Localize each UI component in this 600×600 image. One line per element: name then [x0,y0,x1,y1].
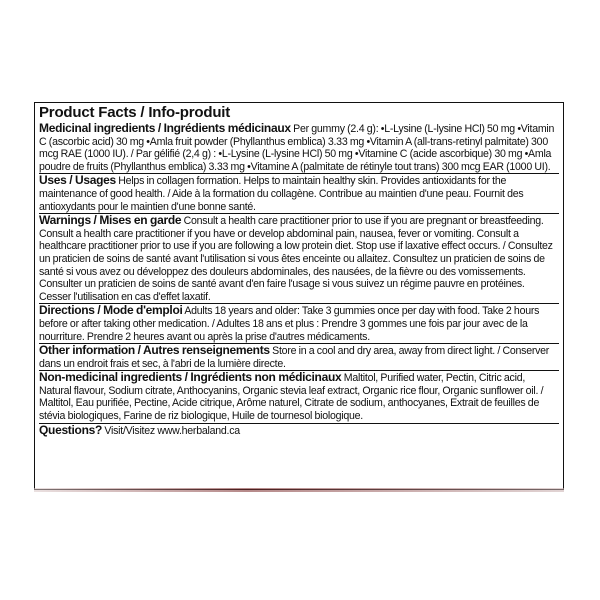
section-text: Adults 18 years and older: Take 3 gummies once per day with food. Take 2 hours before or after taking other medication. / Adultes 18 ans et plus : Prendre 3 gommes une fois par jour avec de la nourriture. Prendre 2 heures avant ou après la prise d'autres médicaments. [39,305,540,343]
section-heading: Medicinal ingredients / Ingrédients médicinaux [39,121,291,135]
section-text: Per gummy (2.4 g): •L-Lysine (L-lysine HCl) 50 mg •Vitamin C (ascorbic acid) 30 mg •Amla fruit powder (Phyllanthus emblica) 3.33 mg •Vitamin A (all-trans-retinyl palmitate) 300 mcg RAE (1000 IU). / Par gélifié (2,4 g) : •L-Lysine (L-lysine HCl) 50 mg •Vitamine C (acide ascorbique) 30 mg •Amla poudre de fruits (Phyllanthus emblica) 3.33 mg •Vitamine A (palmitate de rétinyle tout trans) 300 mcg EAR (1000 UI). [39,123,555,173]
section-text: Maltitol, Purified water, Pectin, Citric acid, Natural flavour, Sodium citrate, Anthocyanins, Organic stevia leaf extract, Organic rice flour, Organic sunflower oil. / Maltitol, Eau purifiée, Pectine, Acide citrique, Arôme naturel, Citrate de sodium, anthocyanes, Extrait de feuilles de stévia biologiques, Farine de riz biologique, Huile de tournesol biologique. [39,372,544,423]
section-text: Visit/Visitez www.herbaland.ca [102,424,240,437]
uses-section [39,174,559,214]
section-text: Helps in collagen formation. Helps to maintain healthy skin. Provides antioxidants for the maintenance of good health. / Aide à la formation du collagène. Contribue au maintien d'une peau. Fournit des antioxydants pour le maintien d'une bonne santé. [39,175,524,213]
section-heading: Directions / Mode d'emploi [39,303,183,318]
questions-section [39,424,559,438]
other-information-section [39,344,559,371]
directions-section [39,304,559,344]
section-heading: Warnings / Mises en garde [39,213,182,228]
section-heading: Questions? [39,422,103,437]
section-heading: Other information / Autres renseignements [39,343,270,358]
panel-title: Product Facts / Info-produit [39,104,231,121]
section-text: Store in a cool and dry area, away from direct light. / Conserver dans un endroit frais et sec, à l'abri de la lumière directe. [39,345,550,370]
medicinal-ingredients-section [39,122,559,174]
section-text: Consult a health care practitioner prior to use if you are pregnant or breastfeeding. Consult a health care practitioner if you have or develop abdominal pain, nausea, fever or vomiting. Consult a healthcare practitioner prior to use if you are following a low protein diet. Stop use if laxative effect occurs. / Consultez un praticien de soins de santé avant l'utilisation si vous êtes enceinte ou allaitez. Consultez un praticien de soins de santé si vous avez ou développez des douleurs abdominales, des nausées, de la fièvre ou des vomissements. Consulter un praticien de soins de santé avant d'en faire l'usage si vous suivez un régime pauvre en protéines. Cesser l'utilisation en cas d'effet laxatif. [39,215,553,303]
product-facts-panel [34,102,564,490]
warnings-section [39,214,559,304]
section-heading: Uses / Usages [39,173,116,188]
section-heading: Non-medicinal ingredients / Ingrédients non médicinaux [39,370,342,385]
label-bottom-edge [34,488,564,492]
non-medicinal-ingredients-section [39,371,559,423]
